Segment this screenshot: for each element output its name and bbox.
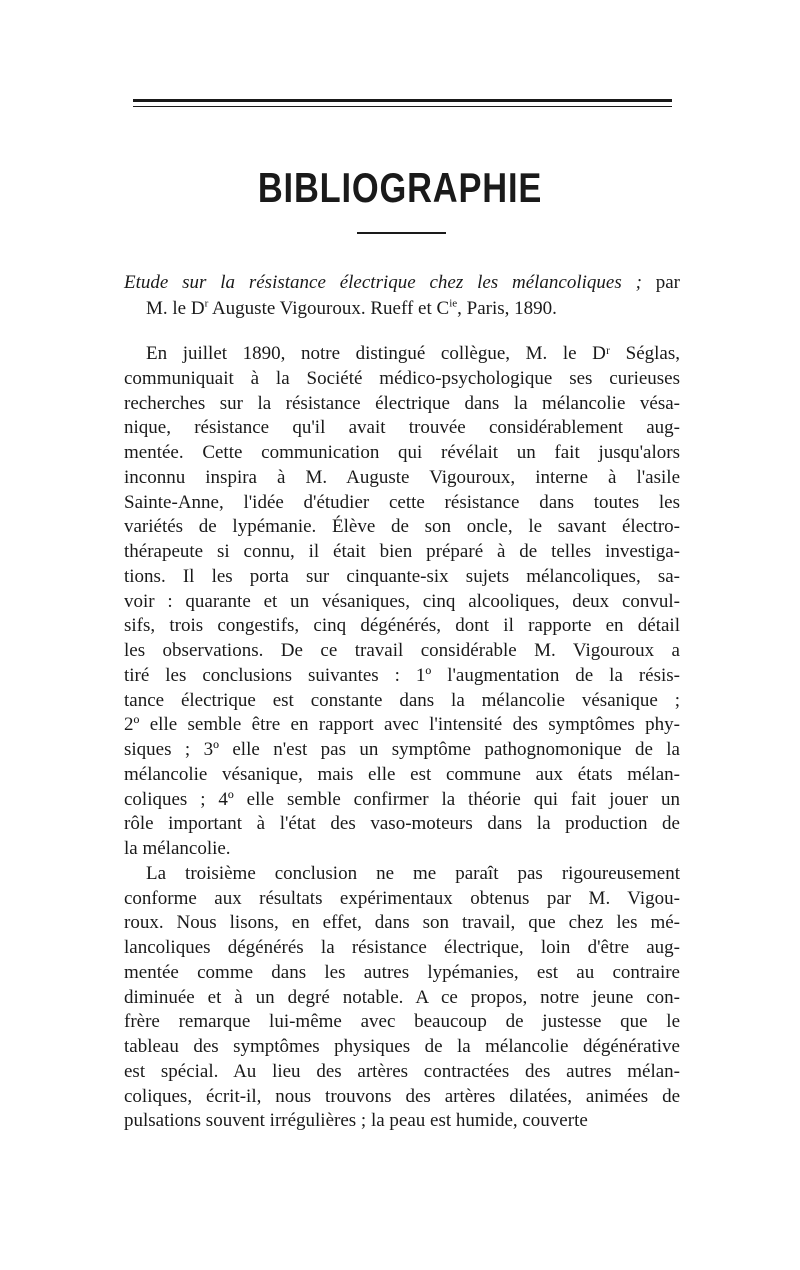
text-line: frère remarque lui-même avec beaucoup de justesse que le (124, 1011, 680, 1033)
text-line: conforme aux résultats expérimentaux obtenus par M. Vigou- (124, 887, 680, 909)
reference-title: Etude sur la résistance électrique chez les mélancoliques ; (124, 272, 642, 293)
text-line: roux. Nous lisons, en effet, dans son travail, que chez les mé- (124, 912, 680, 934)
text-line: rôle important à l'état des vaso-moteurs dans la production de (124, 813, 680, 835)
header-rule-thin (133, 106, 672, 107)
reference-line-2 (124, 296, 680, 322)
text-line: diminuée et à un degré notable. A ce propos, notre jeune con- (124, 986, 680, 1008)
text-line: mentée comme dans les autres lypémanies, est au contraire (124, 961, 680, 983)
page-title: BIBLIOGRAPHIE (257, 164, 543, 211)
text-line: voir : quarante et un vésaniques, cinq alcooliques, deux convul- (124, 590, 680, 612)
text-line: pulsations souvent irrégulières ; la peau est humide, couverte (124, 1110, 588, 1132)
reference-publisher-rest: , Paris, 1890. (457, 297, 557, 319)
text-line: communiquait à la Société médico-psychologique ses curieuses (124, 367, 680, 389)
paragraph-2 (124, 862, 680, 1134)
text-line: mélancolie vésanique, mais elle est commune aux états mélan- (124, 763, 680, 785)
text-line: la mélancolie. (124, 838, 231, 859)
header-rule-thick (133, 99, 672, 102)
text-line: thérapeute si connu, il était bien préparé à de telles investiga- (124, 541, 680, 562)
reference-author-sup: r (204, 297, 209, 310)
text-line: sifs, trois congestifs, cinq dégénérés, dont il rapporte en détail (124, 615, 680, 637)
text-line: siques ; 3º elle n'est pas un symptôme pathognomonique de la (124, 739, 680, 760)
reference-author-prefix: M. le D (146, 297, 205, 319)
text-line: tableau des symptômes physiques de la mélancolie dégénérative (124, 1036, 680, 1057)
text-line: tions. Il les porta sur cinquante-six sujets mélancoliques, sa- (124, 565, 680, 587)
text-line: les observations. De ce travail considérable M. Vigouroux a (124, 640, 680, 661)
title-separator-rule (357, 232, 446, 234)
text-line: tiré les conclusions suivantes : 1º l'augmentation de la résis- (124, 664, 680, 686)
text-line: nique, résistance qu'il avait trouvée considérablement aug- (124, 417, 680, 439)
text-line: La troisième conclusion ne me paraît pas rigoureusement (146, 862, 680, 884)
text-line: En juillet 1890, notre distingué collègue, M. le Dʳ Séglas, (146, 343, 680, 364)
review-body (124, 342, 680, 1134)
text-line: recherches sur la résistance électrique dans la mélancolie vésa- (124, 392, 680, 414)
text-line: variétés de lypémanie. Élève de son oncle, le savant électro- (124, 516, 680, 538)
text-line: tance électrique est constante dans la mélancolie vésanique ; (124, 689, 680, 711)
paragraph-1 (124, 342, 680, 862)
reference-line-1 (124, 270, 680, 296)
text-line: 2º elle semble être en rapport avec l'intensité des symptômes phy- (124, 714, 680, 736)
text-line: inconnu inspira à M. Auguste Vigouroux, interne à l'asile (124, 466, 680, 488)
reference-by: par (641, 272, 680, 293)
text-line: coliques ; 4º elle semble confirmer la théorie qui fait jouer un (124, 788, 680, 810)
reference-publisher-sup: ie (449, 297, 458, 310)
text-line: lancoliques dégénérés la résistance électrique, loin d'être aug- (124, 937, 680, 958)
bibliographic-reference (124, 270, 680, 321)
text-line: mentée. Cette communication qui révélait un fait jusqu'alors (124, 442, 680, 463)
text-line: Sainte-Anne, l'idée d'étudier cette résistance dans toutes les (124, 491, 680, 513)
text-line: coliques, écrit-il, nous trouvons des artères dilatées, animées de (124, 1085, 680, 1107)
reference-author-name: Auguste Vigouroux. Rueff et C (208, 297, 450, 319)
text-line: est spécial. Au lieu des artères contractées des autres mélan- (124, 1060, 680, 1082)
